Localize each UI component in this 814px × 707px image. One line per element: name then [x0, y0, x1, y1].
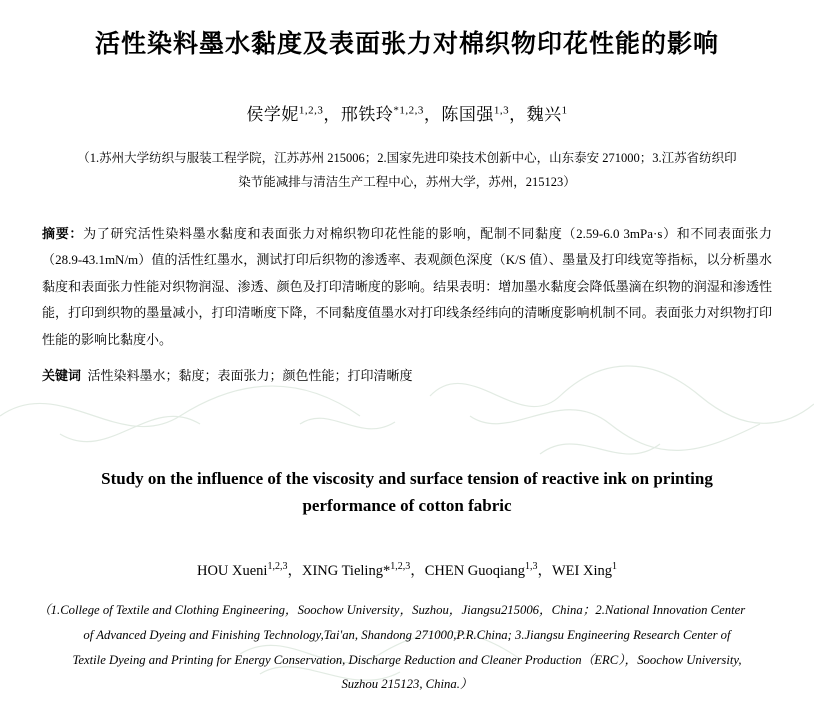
chinese-affiliations	[30, 147, 784, 195]
abstract-label: 摘要：	[42, 225, 84, 241]
author-affiliation-marker: *1,2,3	[393, 104, 424, 117]
author-affiliation-marker: 1	[612, 561, 617, 573]
author-entry	[552, 563, 617, 579]
author-entry	[302, 563, 410, 579]
author-name: 魏兴	[526, 105, 562, 124]
affiliation-line: Textile Dyeing and Printing for Energy Conservation, Discharge Reduction and Cleaner Production（ERC），Soochow University,	[72, 652, 742, 667]
author-entry	[441, 105, 509, 124]
keywords-text: 活性染料墨水；黏度；表面张力；颜色性能；打印清晰度	[87, 367, 413, 383]
chinese-author-list	[30, 100, 784, 125]
author-affiliation-marker: 1	[561, 104, 568, 117]
author-affiliation-marker: 1,2,3	[390, 561, 411, 573]
author-entry	[246, 105, 323, 124]
author-entry	[341, 105, 424, 124]
english-author-list	[30, 559, 784, 580]
author-separator: ，	[537, 563, 552, 580]
author-entry	[425, 563, 538, 579]
author-affiliation-marker: 1,2,3	[267, 561, 288, 573]
author-separator: ，	[410, 563, 425, 580]
chinese-abstract	[30, 221, 784, 354]
author-separator: ，	[509, 105, 527, 124]
author-affiliation-marker: 1,3	[493, 104, 510, 117]
author-name: XING Tieling*	[301, 563, 391, 580]
author-entry	[197, 563, 287, 579]
author-entry	[527, 105, 568, 124]
author-name: WEI Xing	[552, 563, 612, 580]
author-affiliation-marker: 1,2,3	[298, 104, 324, 117]
author-separator: ，	[287, 563, 302, 580]
author-separator: ，	[323, 105, 341, 124]
author-name: 陈国强	[441, 105, 494, 124]
page-title: 活性染料墨水黏度及表面张力对棉织物印花性能的影响	[94, 31, 719, 58]
abstract-text: 为了研究活性染料墨水黏度和表面张力对棉织物印花性能的影响，配制不同黏度（2.59-6.0 3mPa·s）和不同表面张力（28.9-43.1mN/m）值的活性红墨水，测试打印后织物的渗透率、表观颜色深度（K/S 值）、墨量及打印线宽等指标，以分析墨水黏度和表面张力性能对织物润湿、渗透、颜色及打印清晰度的影响。结果表明：增加墨水黏度会降低墨滴在织物的润湿和渗透性能，打印到织物的墨量减小，打印清晰度下降，不同黏度值墨水对打印线条经纬向的清晰度影响机制不同。表面张力对织物打印性能的影响比黏度小。	[42, 225, 772, 348]
english-title: Study on the influence of the viscosity and surface tension of reactive ink on printing performance of cotton fabric	[101, 469, 713, 515]
keywords-label: 关键词	[42, 367, 82, 383]
author-affiliation-marker: 1,3	[525, 561, 538, 573]
author-name: 侯学妮	[246, 105, 299, 124]
affiliation-line: Suzhou 215123, China.）	[341, 677, 473, 692]
chinese-keywords	[30, 364, 784, 389]
author-separator: ，	[423, 105, 442, 124]
affiliation-line: （1.苏州大学纺织与服装工程学院，江苏苏州 215006；2.国家先进印染技术创新中心，山东泰安 271000；3.江苏省纺织印	[77, 151, 737, 165]
affiliation-line: 染节能减排与清洁生产工程中心，苏州大学，苏州，215123）	[238, 174, 576, 189]
author-name: HOU Xueni	[196, 563, 268, 580]
affiliation-line: （1.College of Textile and Clothing Engineering，Soochow University，Suzhou，Jiangsu215006，China；2.National Innovation Center	[38, 603, 746, 618]
affiliation-line: of Advanced Dyeing and Finishing Technology,Tai'an, Shandong 271000,P.R.China; 3.Jiangsu Engineering Research Center of	[83, 627, 731, 642]
author-name: CHEN Guoqiang	[424, 563, 525, 580]
english-affiliations	[30, 598, 784, 697]
paper-page	[0, 24, 814, 707]
author-name: 邢铁玲	[340, 105, 394, 124]
